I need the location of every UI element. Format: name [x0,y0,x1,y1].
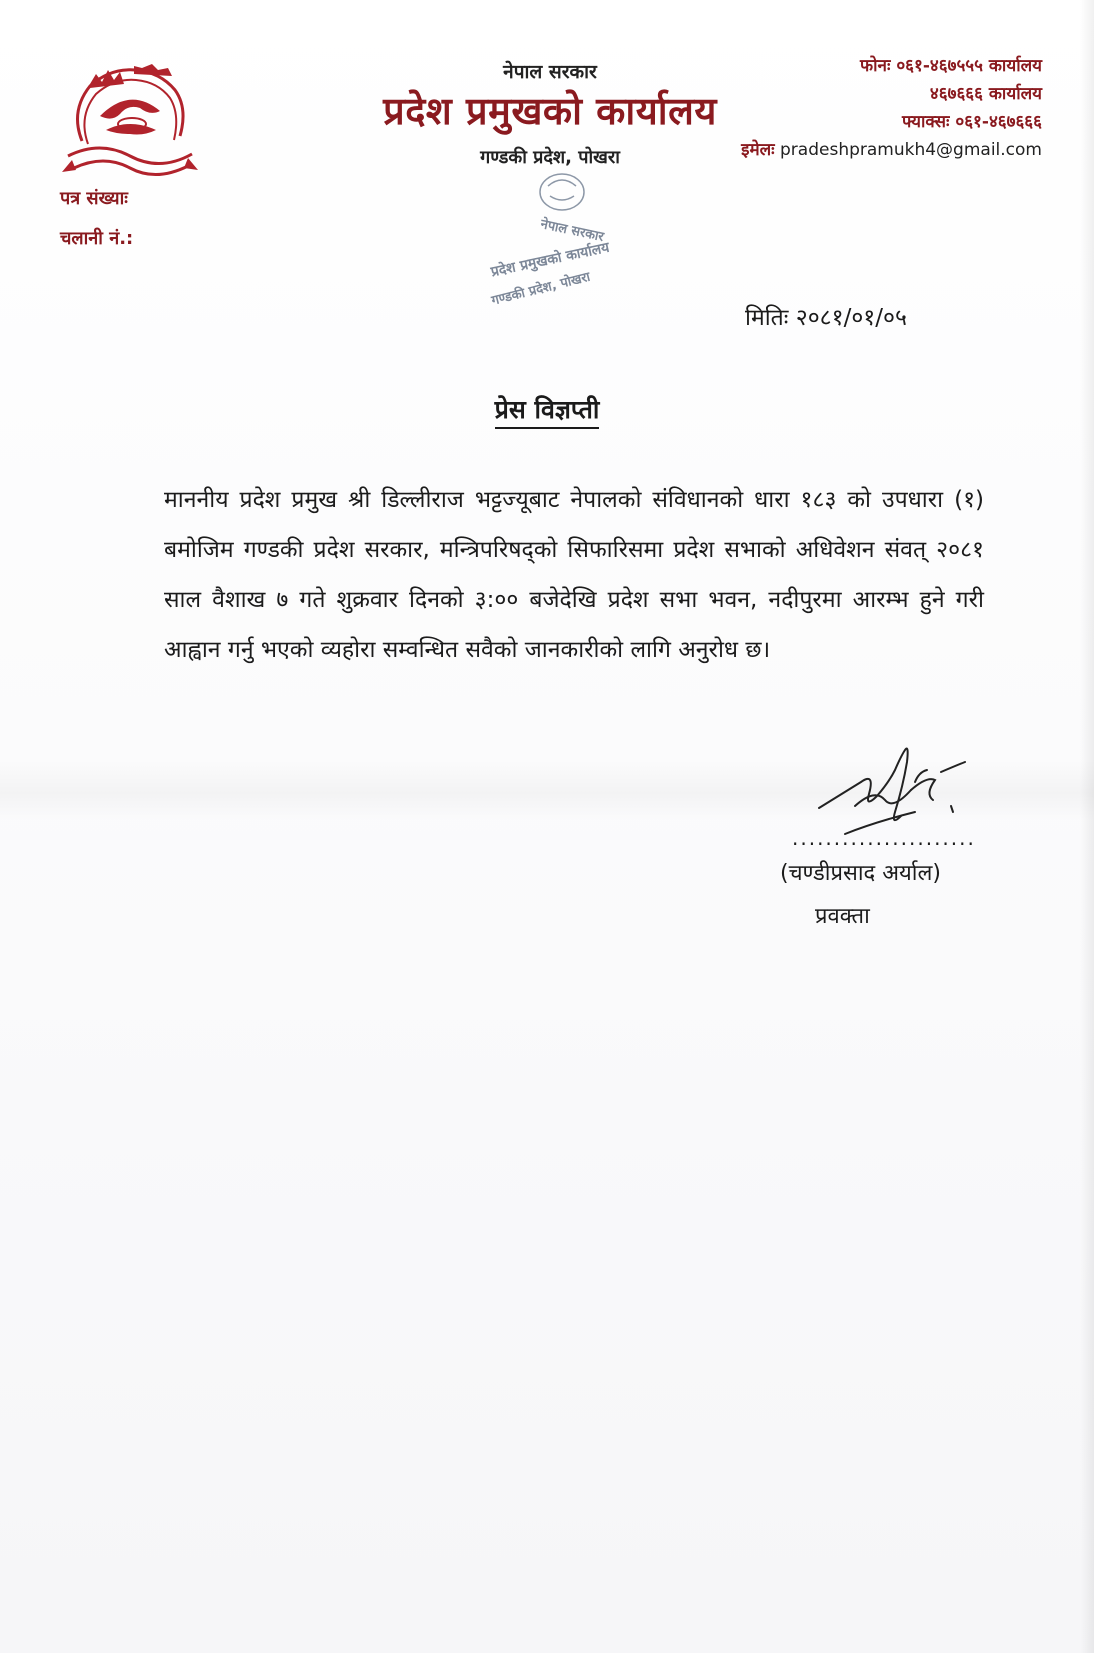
press-release-body: माननीय प्रदेश प्रमुख श्री डिल्लीराज भट्टज्यूबाट नेपालको संविधानको धारा १८३ को उपधारा (१) बमोजिम गण्डकी प्रदेश सरकार, मन्त्रिपरिषद्को सिफारिसमा प्रदेश सभाको अधिवेशन संवत् २०८१ साल वैशाख ७ गते शुक्रवार दिनको ३:०० बजेदेखि प्रदेश सभा भवन, नदीपुरमा आरम्भ हुने गरी आह्वान गर्नु भएको व्यहोरा सम्वन्धित सवैको जानकारीको लागि अनुरोध छ। [164,487,984,663]
phone-number-2: ४६७६६६ कार्यालय [929,84,1042,104]
government-name: नेपाल सरकार [503,61,597,83]
date-value: २०८१/०१/०५ [795,305,907,331]
email-row [741,136,1042,164]
letter-number-label: पत्र संख्याः [60,188,128,209]
contact-block [741,52,1042,164]
office-seal-stamp [470,170,650,320]
email-address: pradeshpramukh4@gmail.com [780,140,1042,160]
date-label: मितिः [745,305,789,331]
office-title: प्रदेश प्रमुखको कार्यालय [383,89,717,133]
dispatch-number-label: चलानी नं.: [60,228,134,249]
signatory-title: प्रवक्ता [815,904,870,929]
signature-dotted-line: ...................... [792,826,976,850]
phone-number-1: ०६१-४६७५५५ कार्यालय [896,56,1042,76]
phone-label: फोनः [860,56,891,76]
email-label: इमेलः [741,140,775,160]
press-release-title: प्रेस विज्ञप्ती [495,395,600,429]
phone-row [741,52,1042,80]
seal-line-3: गण्डकी प्रदेश, पोखरा [490,269,592,309]
date-line [745,300,907,332]
office-address: गण्डकी प्रदेश, पोखरा [480,147,620,168]
fax-label: फ्याक्सः [901,112,950,132]
phone-row-2 [741,80,1042,108]
signatory-name: (चण्डीप्रसाद अर्याल) [780,861,941,886]
nepal-emblem-icon [60,56,200,186]
document-heading [0,392,1094,426]
fax-row [741,108,1042,136]
paper-edge-shadow [1080,0,1094,1653]
fax-number: ०६१-४६७६६६ [955,112,1042,132]
seal-line-2: प्रदेश प्रमुखको कार्यालय [489,239,611,281]
seal-line-1: नेपाल सरकार [539,217,606,246]
